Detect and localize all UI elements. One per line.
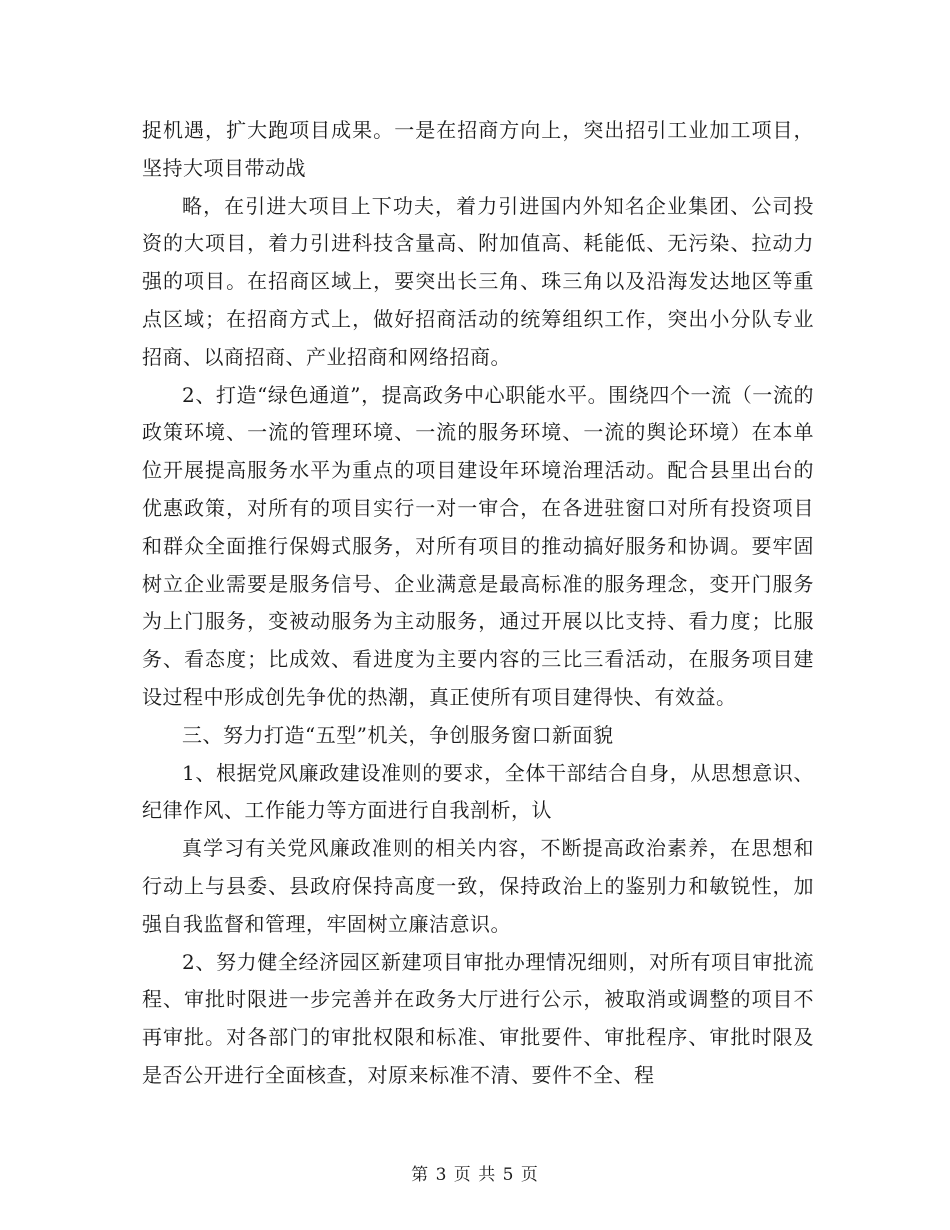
paragraph-2: 略，在引进大项目上下功夫，着力引进国内外知名企业集团、公司投资的大项目，着力引进科技含量高、附加值高、耗能低、无污染、拉动力强的项目。在招商区域上，要突出长三角、珠三角以及沿海发达地区等重点区域；在招商方式上，做好招商活动的统筹组织工作，突出小分队专业招商、以商招商、产业招商和网络招商。 <box>142 193 814 369</box>
paragraph-6: 真学习有关党风廉政准则的相关内容，不断提高政治素养，在思想和行动上与县委、县政府保持高度一致，保持政治上的鉴别力和敏锐性，加强自我监督和管理，牢固树立廉洁意识。 <box>142 836 814 936</box>
page-footer: 第 3 页 共 5 页 <box>411 1165 539 1185</box>
paragraph-3: 2、打造“绿色通道”，提高政务中心职能水平。围绕四个一流（一流的政策环境、一流的管理环境、一流的服务环境、一流的舆论环境）在本单位开展提高服务水平为重点的项目建设年环境治理活动。配合县里出台的优惠政策，对所有的项目实行一对一审合，在各进驻窗口对所有投资项目和群众全面推行保姆式服务，对所有项目的推动搞好服务和协调。要牢固树立企业需要是服务信号、企业满意是最高标准的服务理念，变开门服务为上门服务，变被动服务为主动服务，通过开展以比支持、看力度；比服务、看态度；比成效、看进度为主要内容的三比三看活动，在服务项目建设过程中形成创先争优的热潮，真正使所有项目建得快、有效益。 <box>142 382 814 709</box>
document-body <box>142 112 814 1095</box>
paragraph-7: 2、努力健全经济园区新建项目审批办理情况细则，对所有项目审批流程、审批时限进一步完善并在政务大厅进行公示，被取消或调整的项目不再审批。对各部门的审批权限和标准、审批要件、审批程序、审批时限及是否公开进行全面核查，对原来标准不清、要件不全、程 <box>142 949 814 1087</box>
paragraph-1: 捉机遇，扩大跑项目成果。一是在招商方向上，突出招引工业加工项目，坚持大项目带动战 <box>142 118 814 180</box>
section-heading: 三、努力打造“五型”机关，争创服务窗口新面貌 <box>182 722 614 747</box>
paragraph-5: 1、根据党风廉政建设准则的要求，全体干部结合自身，从思想意识、纪律作风、工作能力等方面进行自我剖析，认 <box>142 760 814 823</box>
